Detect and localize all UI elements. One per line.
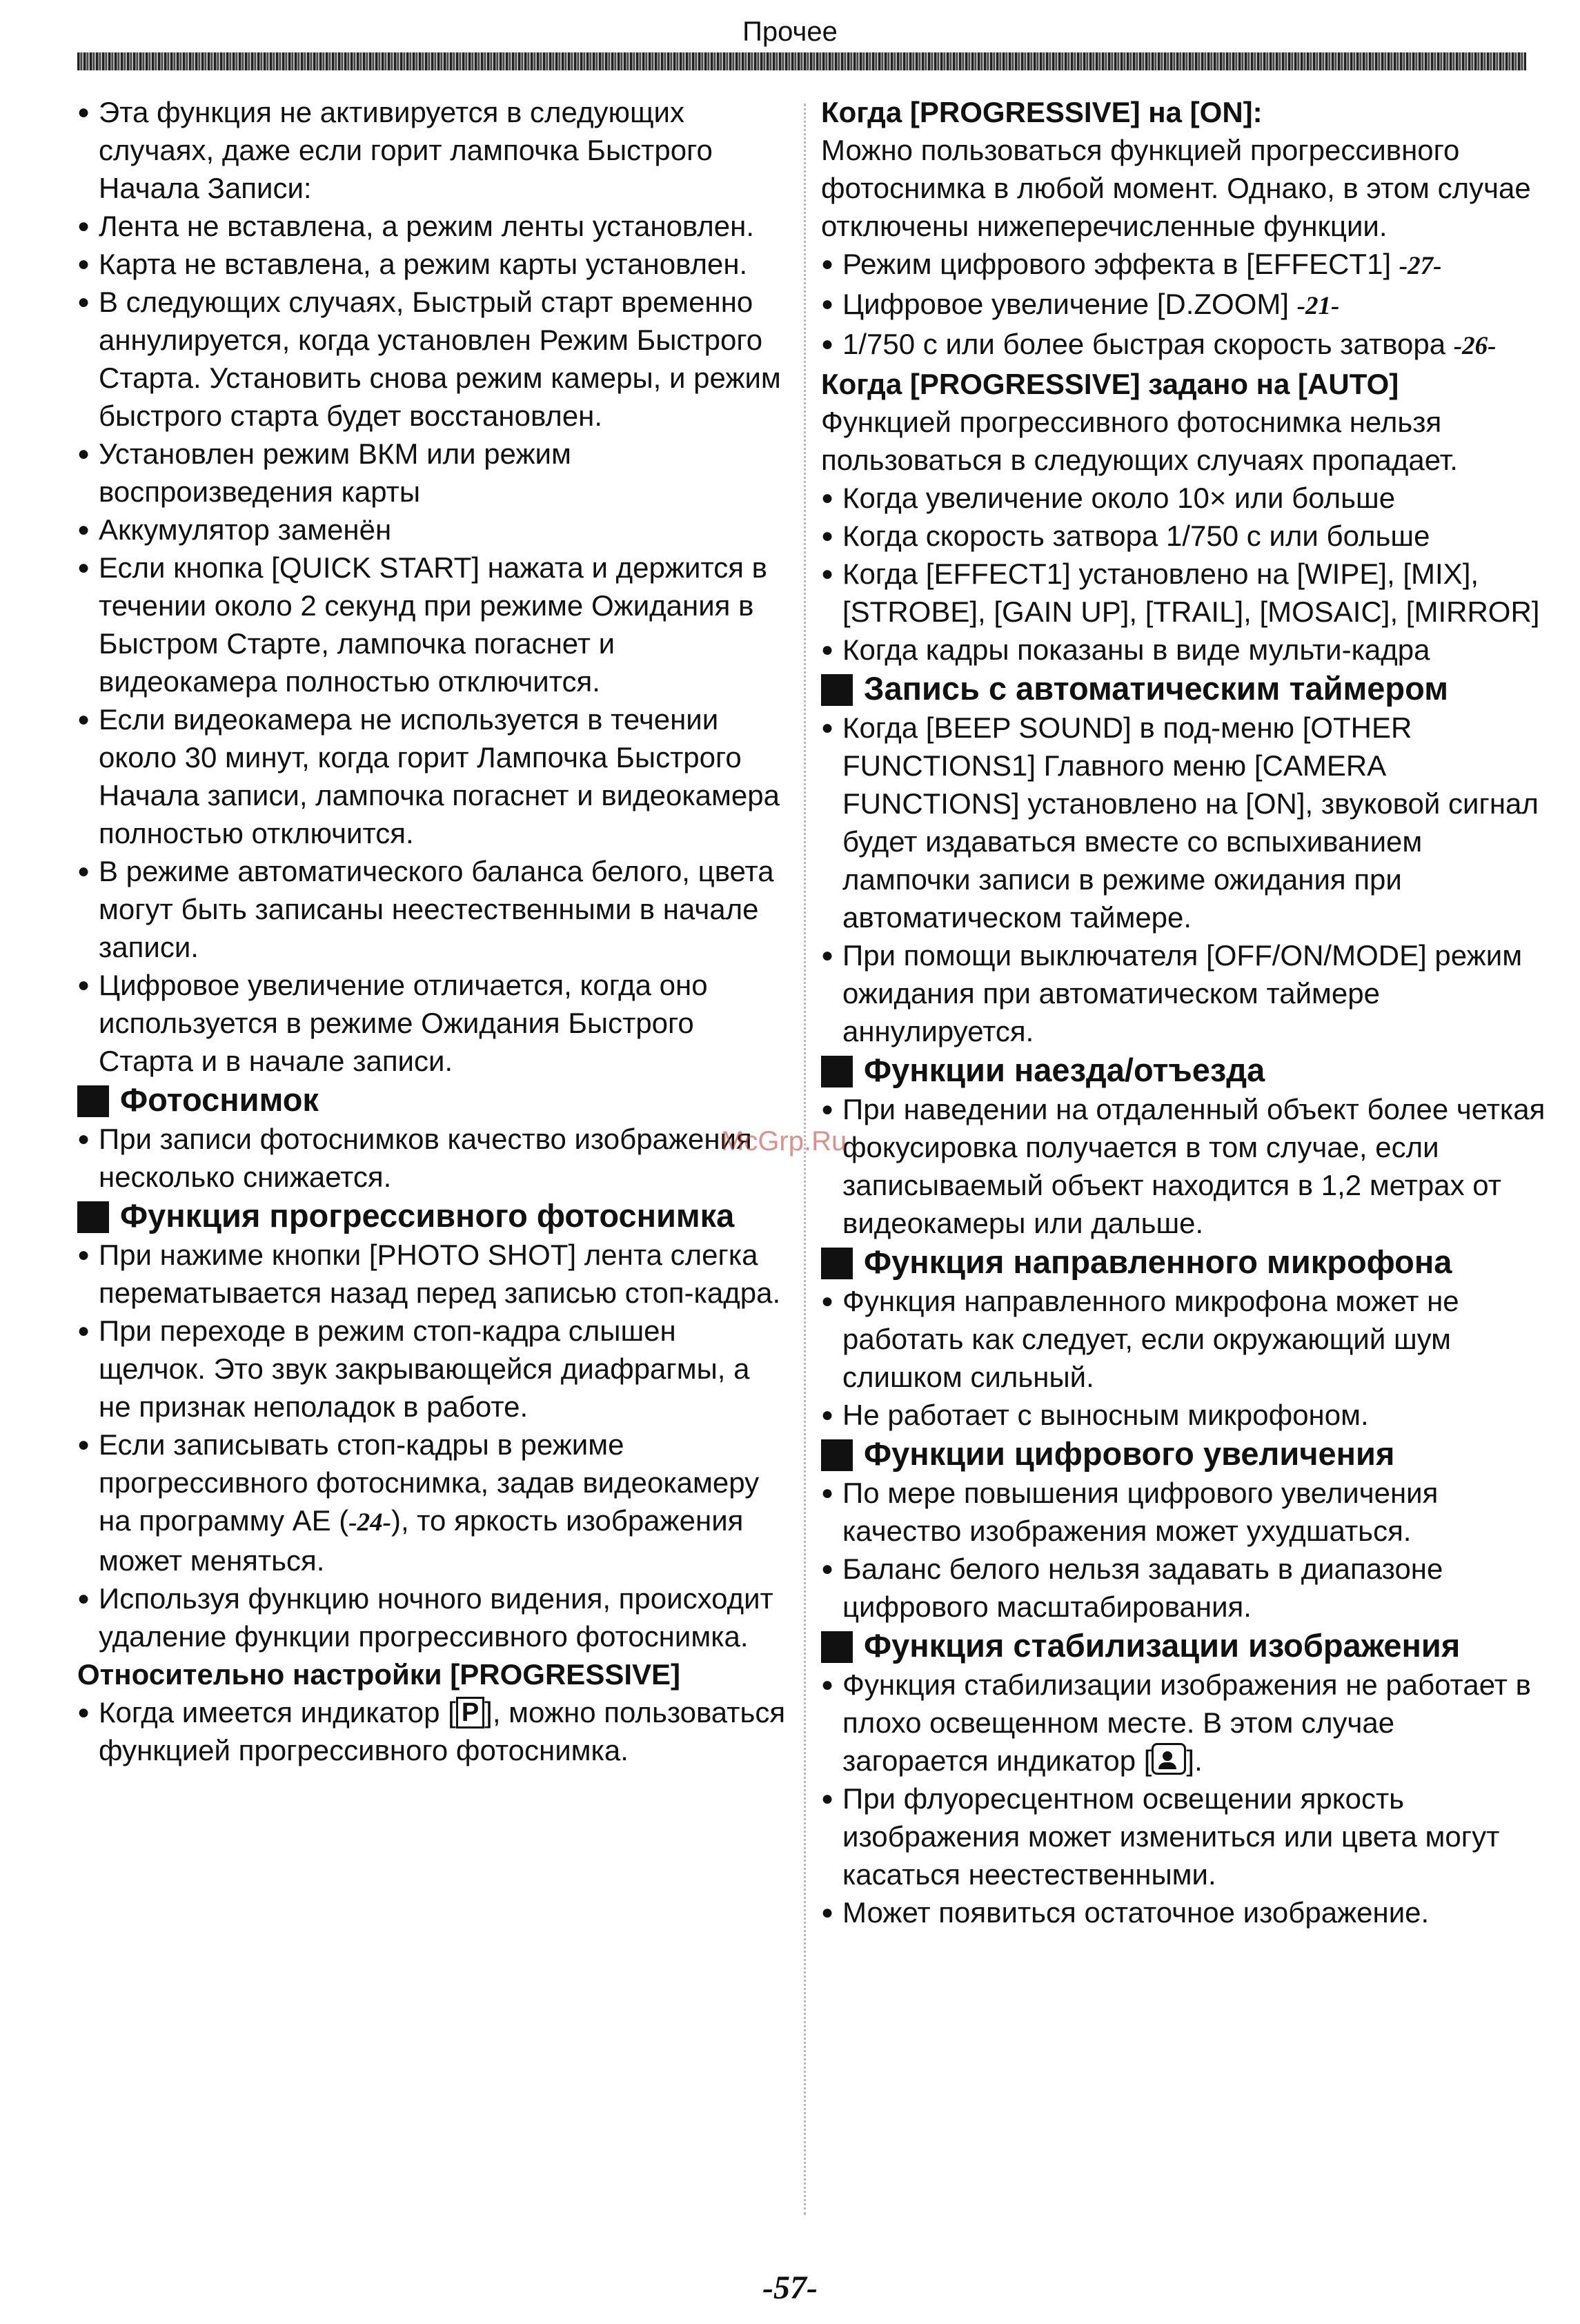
- list-item: ● Когда [EFFECT1] установлено на [WIPE], [MIX], [STROBE], [GAIN UP], [TRAIL], [MOSAIC], [MIRROR]: [821, 555, 1546, 631]
- page-reference: -27-: [1399, 252, 1442, 280]
- text-segment: Цифровое увеличение [D.ZOOM]: [842, 288, 1297, 320]
- page-reference: -26-: [1453, 332, 1497, 360]
- page-number: -57-: [762, 2269, 818, 2306]
- list-item: ● Эта функция не активируется в следующих случаях, даже если горит лампочка Быстрого Начала Записи:: [77, 93, 788, 207]
- section-heading-digital-zoom: Функции цифрового увеличения: [821, 1434, 1546, 1474]
- text-segment: ].: [1186, 1744, 1203, 1777]
- list-item: ● Когда скорость затвора 1/750 с или больше: [821, 517, 1546, 555]
- list-item: ● Может появиться остаточное изображение.: [821, 1893, 1546, 1931]
- list-item: [821, 1666, 1546, 1780]
- text-segment: Если записывать стоп-кадры в режиме прогрессивного фотоснимка, задав видеокамеру на программу AE (: [99, 1428, 760, 1537]
- text-segment: 1/750 с или более быстрая скорость затвора: [842, 328, 1454, 360]
- list-item: ● При флуоресцентном освещении яркость изображения может измениться или цвета могут касаться неестественными.: [821, 1780, 1546, 1893]
- sub-list-item: ● Аккумулятор заменён: [77, 511, 788, 549]
- paragraph: Функцией прогрессивного фотоснимка нельзя пользоваться в следующих случаях пропадает.: [821, 406, 1458, 476]
- list-item: ● Если кнопка [QUICK START] нажата и держится в течении около 2 секунд при режиме Ожидания в Быстром Старте, лампочка погаснет и видеокамера полностью отключится.: [77, 549, 788, 700]
- text-segment: Режим цифрового эффекта в [EFFECT1]: [842, 248, 1399, 280]
- text-segment: Функция стабилизации изображения не работает в плохо освещенном месте. В этом случае загорается индикатор [: [842, 1668, 1531, 1777]
- list-item: ● Используя функцию ночного видения, происходит удаление функции прогрессивного фотоснимка.: [77, 1579, 788, 1655]
- list-item: ● Баланс белого нельзя задавать в диапазоне цифрового масштабирования.: [821, 1550, 1546, 1626]
- section-heading-progressive: Функция прогрессивного фотоснимка: [77, 1196, 788, 1236]
- right-column: [821, 93, 1546, 1931]
- sub-list-item: ● Установлен режим ВКМ или режим воспроизведения карты: [77, 435, 788, 511]
- list-item: [821, 285, 1546, 325]
- sub-heading-progressive-setting: Относительно настройки [PROGRESSIVE]: [77, 1658, 681, 1691]
- left-column: [77, 93, 788, 1769]
- list-item: ● В следующих случаях, Быстрый старт временно аннулируется, когда установлен Режим Быстрого Старта. Установить снова режим камеры, и режим быстрого старта будет восстановлен.: [77, 283, 788, 435]
- section-heading-photo: Фотоснимок: [77, 1080, 788, 1120]
- column-divider: [804, 104, 806, 2215]
- list-item: ● Когда [BEEP SOUND] в под-меню [OTHER FUNCTIONS1] Главного меню [CAMERA FUNCTIONS] установлено на [ON], звуковой сигнал будет издаваться вместе со вспыхиванием лампочки записи в режиме ожидания при автоматическом таймере.: [821, 709, 1546, 936]
- list-item: ● В режиме автоматического баланса белого, цвета могут быть записаны неестественными в начале записи.: [77, 852, 788, 966]
- list-item: ● При помощи выключателя [OFF/ON/MODE] режим ожидания при автоматическом таймере аннулируется.: [821, 936, 1546, 1050]
- text-segment: ), то яркость изображения может меняться.: [99, 1504, 744, 1577]
- section-heading-self-timer: Запись с автоматическим таймером: [821, 669, 1546, 709]
- list-item: ● При наведении на отдаленный объект более четкая фокусировка получается в том случае, если записываемый объект находится в 1,2 метрах от видеокамеры или дальше.: [821, 1090, 1546, 1242]
- sub-heading-progressive-auto: Когда [PROGRESSIVE] задано на [AUTO]: [821, 368, 1399, 400]
- list-item: ● Цифровое увеличение отличается, когда оно используется в режиме Ожидания Быстрого Старта и в начале записи.: [77, 966, 788, 1080]
- sub-heading-progressive-on: Когда [PROGRESSIVE] на [ON]:: [821, 96, 1263, 128]
- list-item: [821, 325, 1546, 365]
- list-item: [821, 245, 1546, 285]
- list-item: ● Функция направленного микрофона может не работать как следует, если окружающий шум слишком сильный.: [821, 1282, 1546, 1396]
- section-heading-zoom: Функции наезда/отъезда: [821, 1050, 1546, 1090]
- text-segment: ], можно пользоваться функцией прогрессивного фотоснимка.: [99, 1696, 786, 1766]
- list-item: ● При нажиме кнопки [PHOTO SHOT] лента слегка перематывается назад перед записью стоп-кадра.: [77, 1236, 788, 1312]
- header-rule: [77, 52, 1526, 70]
- list-item: ● Когда увеличение около 10× или больше: [821, 479, 1546, 517]
- list-item: ● Когда кадры показаны в виде мульти-кадра: [821, 631, 1546, 669]
- list-item: ● При переходе в режим стоп-кадра слышен щелчок. Это звук закрывающейся диафрагмы, а не признак неполадок в работе.: [77, 1312, 788, 1426]
- list-item: [77, 1693, 788, 1769]
- sub-list-item: ● Карта не вставлена, а режим карты установлен.: [77, 245, 788, 283]
- list-item: ● При записи фотоснимков качество изображения несколько снижается.: [77, 1120, 788, 1196]
- paragraph: Можно пользоваться функцией прогрессивного фотоснимка в любой момент. Однако, в этом случае отключены нижеперечисленные функции.: [821, 134, 1531, 242]
- page-reference: -21-: [1296, 292, 1340, 320]
- section-heading-stabilizer: Функция стабилизации изображения: [821, 1626, 1546, 1666]
- list-item: ● Не работает с выносным микрофоном.: [821, 1396, 1546, 1434]
- watermark: McGrp.Ru: [721, 1126, 847, 1156]
- page-header-title: Прочее: [742, 17, 838, 47]
- list-item: ● Если видеокамера не используется в течении около 30 минут, когда горит Лампочка Быстрого Начала записи, лампочка погаснет и видеокамера полностью отключится.: [77, 700, 788, 852]
- list-item: ● По мере повышения цифрового увеличения качество изображения может ухудшаться.: [821, 1474, 1546, 1550]
- page-reference: -24-: [348, 1508, 391, 1537]
- sub-list-item: ● Лента не вставлена, а режим ленты установлен.: [77, 207, 788, 245]
- text-segment: Когда имеется индикатор [: [99, 1696, 456, 1729]
- list-item: [77, 1426, 788, 1579]
- progressive-indicator-icon: P: [456, 1697, 484, 1729]
- stabilizer-indicator-icon: [1152, 1743, 1186, 1775]
- section-heading-microphone: Функция направленного микрофона: [821, 1242, 1546, 1282]
